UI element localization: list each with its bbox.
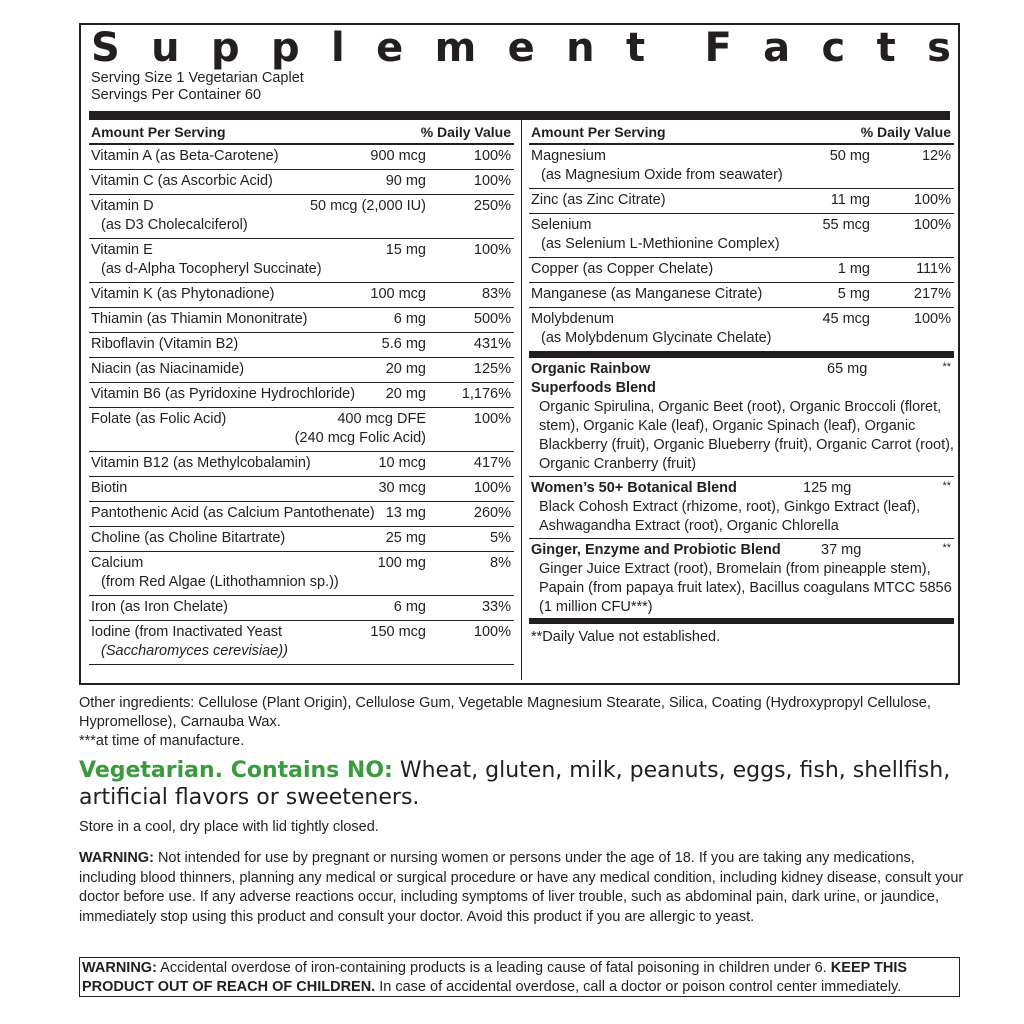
nutrient-name: Molybdenum — [531, 311, 615, 327]
general-warning — [79, 849, 969, 927]
nutrient-name: Zinc (as Zinc Citrate) — [531, 192, 666, 208]
title-letter: p — [271, 25, 300, 71]
nutrient-row — [89, 283, 514, 308]
title-letter: l — [331, 25, 345, 71]
blend-list — [529, 358, 954, 619]
nutrient-name: Iron (as Iron Chelate) — [91, 599, 229, 615]
serving-info — [91, 70, 304, 104]
nutrient-amount: 30 mcg — [378, 480, 426, 496]
iron-warning-label: WARNING: — [82, 960, 157, 976]
vegetarian-statement — [79, 757, 969, 811]
supplement-facts-panel — [79, 23, 960, 685]
nutrient-row — [529, 308, 954, 352]
nutrient-daily-value: 100% — [913, 217, 951, 233]
nutrient-name: Pantothenic Acid (as Calcium Pantothenate) — [91, 505, 375, 521]
blend-name: Organic Rainbow — [531, 361, 651, 377]
iron-warning-text-end: In case of accidental overdose, call a doctor or poison control center immediately. — [375, 979, 902, 995]
nutrient-daily-value: 1,176% — [461, 386, 511, 402]
nutrient-daily-value: 431% — [473, 336, 511, 352]
daily-value-footnote: **Daily Value not established. — [531, 629, 721, 645]
nutrient-amount: 50 mg — [829, 148, 870, 164]
nutrient-name: Riboflavin (Vitamin B2) — [91, 336, 239, 352]
nutrient-daily-value: 5% — [490, 530, 511, 546]
nutrient-amount: 20 mg — [385, 386, 426, 402]
nutrient-daily-value: 217% — [913, 286, 951, 302]
nutrient-name: Magnesium — [531, 148, 606, 164]
blend-ingredients: Organic Spirulina, Organic Beet (root), Organic Broccoli (floret, stem), Organic Kale (leaf), Organic Spinach (leaf), Organic Blackberry (fruit), Organic Blueberry (fruit), Organic Carrot (root), Organic Cranberry (fruit) — [539, 399, 954, 472]
nutrient-source: (as Molybdenum Glycinate Chelate) — [541, 330, 772, 346]
nutrient-row — [529, 214, 954, 258]
nutrient-name: Vitamin C (as Ascorbic Acid) — [91, 173, 273, 189]
nutrient-row — [89, 333, 514, 358]
nutrient-amount: 50 mcg (2,000 IU) — [309, 198, 426, 214]
nutrient-daily-value: 100% — [473, 480, 511, 496]
thick-divider — [89, 111, 950, 120]
nutrient-name: Calcium — [91, 555, 144, 571]
nutrient-row — [89, 358, 514, 383]
nutrient-daily-value: 8% — [490, 555, 511, 571]
servings-per-container: Servings Per Container 60 — [91, 87, 262, 103]
nutrient-daily-value: 100% — [913, 311, 951, 327]
blend-row — [529, 477, 954, 539]
nutrient-amount: 400 mcg DFE — [337, 411, 426, 427]
warning-text: Not intended for use by pregnant or nursing women or persons under the age of 18. If you are taking any medications, including blood thinners, planning any medical or surgical procedure or have any medical condition, including kidney disease, consult your doctor before use. If any adverse reactions occur, including symptoms of liver trouble, such as abdominal pain, dark urine, or jaundice, immediately stop using this product and consult your doctor. Avoid this product if you are allergic to yeast. — [79, 850, 964, 925]
title-letter: n — [566, 25, 595, 71]
iron-warning-box — [79, 957, 960, 997]
title-letter: a — [763, 25, 791, 71]
nutrient-row — [89, 621, 514, 665]
nutrient-amount: 55 mcg — [822, 217, 870, 233]
nutrient-row — [89, 239, 514, 283]
nutrient-amount: 20 mg — [385, 361, 426, 377]
nutrient-amount: 25 mg — [385, 530, 426, 546]
nutrient-source: (from Red Algae (Lithothamnion sp.)) — [101, 574, 339, 590]
nutrient-name: Selenium — [531, 217, 592, 233]
nutrient-amount: 150 mcg — [370, 624, 426, 640]
nutrient-row — [89, 452, 514, 477]
manufacture-note: ***at time of manufacture. — [79, 733, 245, 749]
daily-value-heading: % Daily Value — [420, 123, 511, 140]
nutrient-source: (as d-Alpha Tocopheryl Succinate) — [101, 261, 322, 277]
nutrient-amount: 13 mg — [385, 505, 426, 521]
left-column — [89, 120, 514, 665]
nutrient-daily-value: 100% — [473, 624, 511, 640]
iron-warning-text: Accidental overdose of iron-containing products is a leading cause of fatal poisoning in children under 6. — [156, 960, 831, 976]
title-letter: p — [211, 25, 240, 71]
nutrient-source: (as Selenium L-Methionine Complex) — [541, 236, 780, 252]
blend-row — [529, 539, 954, 619]
amount-per-serving-heading: Amount Per Serving — [91, 123, 226, 140]
nutrient-daily-value: 100% — [473, 148, 511, 164]
nutrient-source: (as D3 Cholecalciferol) — [101, 217, 248, 233]
nutrient-name: Vitamin B6 (as Pyridoxine Hydrochloride) — [91, 386, 356, 402]
other-ingredients-text: Other ingredients: Cellulose (Plant Origin), Cellulose Gum, Vegetable Magnesium Stearate, Silica, Coating (Hydroxypropyl Cellulose, Hypromellose), Carnauba Wax. — [79, 695, 931, 730]
right-header — [529, 120, 954, 145]
nutrient-row — [89, 408, 514, 452]
nutrient-daily-value: 260% — [473, 505, 511, 521]
nutrient-amount: 11 mg — [830, 192, 870, 208]
iron-warning-bold: KEEP THIS PRODUCT OUT OF REACH OF CHILDREN. — [82, 960, 908, 995]
nutrient-daily-value: 100% — [473, 411, 511, 427]
nutrient-name: Biotin — [91, 480, 128, 496]
left-nutrient-list — [89, 145, 514, 665]
nutrient-row — [529, 145, 954, 189]
nutrient-amount: 15 mg — [385, 242, 426, 258]
storage-instructions: Store in a cool, dry place with lid tightly closed. — [79, 819, 379, 835]
blend-daily-value: ** — [942, 480, 951, 492]
title-letter: s — [927, 25, 951, 71]
nutrient-source: (Saccharomyces cerevisiae)) — [101, 643, 288, 659]
column-divider — [521, 120, 522, 680]
nutrient-amount: 10 mcg — [378, 455, 426, 471]
nutrient-row — [89, 308, 514, 333]
nutrient-amount: 90 mg — [385, 173, 426, 189]
right-column — [529, 120, 954, 650]
nutrient-row — [529, 189, 954, 214]
blend-daily-value: ** — [942, 542, 951, 554]
nutrient-row — [89, 145, 514, 170]
nutrient-daily-value: 12% — [921, 148, 951, 164]
nutrient-source: (as Magnesium Oxide from seawater) — [541, 167, 783, 183]
nutrient-amount: 5 mg — [837, 286, 870, 302]
nutrient-name: Copper (as Copper Chelate) — [531, 261, 714, 277]
title-letter: u — [151, 25, 180, 71]
nutrient-amount: 6 mg — [393, 599, 426, 615]
blend-name-cont: Superfoods Blend — [531, 380, 656, 396]
panel-title — [91, 23, 951, 73]
nutrient-daily-value: 33% — [481, 599, 511, 615]
nutrient-daily-value: 250% — [473, 198, 511, 214]
serving-size: Serving Size 1 Vegetarian Caplet — [91, 70, 304, 86]
nutrient-row — [529, 258, 954, 283]
nutrient-name: Niacin (as Niacinamide) — [91, 361, 245, 377]
vegetarian-label: Vegetarian. Contains NO: — [79, 758, 393, 783]
blend-name: Women’s 50+ Botanical Blend — [531, 480, 737, 496]
nutrient-amount-detail: (240 mcg Folic Acid) — [294, 430, 426, 446]
nutrient-amount: 100 mg — [377, 555, 426, 571]
blend-amount: 125 mg — [803, 480, 852, 496]
nutrient-daily-value: 100% — [473, 242, 511, 258]
nutrient-name: Iodine (from Inactivated Yeast — [91, 624, 283, 640]
nutrient-amount: 45 mcg — [822, 311, 870, 327]
nutrient-name: Vitamin A (as Beta-Carotene) — [91, 148, 279, 164]
blend-ingredients: Ginger Juice Extract (root), Bromelain (from pineapple stem), Papain (from papaya fruit latex), Bacillus coagulans MTCC 5856 (1 million CFU***) — [539, 561, 952, 615]
blend-name: Ginger, Enzyme and Probiotic Blend — [531, 542, 781, 558]
title-letter: m — [434, 25, 477, 71]
other-ingredients — [79, 694, 969, 751]
title-letter: c — [821, 25, 846, 71]
nutrient-row — [89, 527, 514, 552]
nutrient-amount: 100 mcg — [370, 286, 426, 302]
title-letter: S — [91, 25, 120, 71]
blend-row — [529, 358, 954, 477]
blend-ingredients: Black Cohosh Extract (rhizome, root), Ginkgo Extract (leaf), Ashwagandha Extract (root), Organic Chlorella — [539, 499, 921, 534]
warning-label: WARNING: — [79, 850, 154, 866]
daily-value-heading: % Daily Value — [860, 123, 951, 140]
blend-amount: 37 mg — [821, 542, 862, 558]
nutrient-daily-value: 83% — [481, 286, 511, 302]
title-letter: F — [704, 25, 732, 71]
nutrient-name: Manganese (as Manganese Citrate) — [531, 286, 763, 302]
nutrient-amount: 1 mg — [837, 261, 870, 277]
nutrient-daily-value: 100% — [473, 173, 511, 189]
title-letter: t — [876, 25, 896, 71]
nutrient-name: Choline (as Choline Bitartrate) — [91, 530, 286, 546]
nutrient-amount: 900 mcg — [370, 148, 426, 164]
nutrient-name: Vitamin B12 (as Methylcobalamin) — [91, 455, 311, 471]
amount-per-serving-heading: Amount Per Serving — [531, 123, 666, 140]
vegetarian-text: Wheat, gluten, milk, peanuts, eggs, fish, shellfish, artificial flavors or sweeteners. — [79, 758, 951, 810]
nutrient-name: Thiamin (as Thiamin Mononitrate) — [91, 311, 308, 327]
nutrient-daily-value: 500% — [473, 311, 511, 327]
nutrient-row — [89, 170, 514, 195]
title-letter: t — [625, 25, 646, 71]
blend-amount: 65 mg — [827, 361, 868, 377]
right-nutrient-list — [529, 145, 954, 352]
title-letter: e — [507, 25, 535, 71]
nutrient-name: Vitamin K (as Phytonadione) — [91, 286, 275, 302]
nutrient-daily-value: 125% — [473, 361, 511, 377]
nutrient-daily-value: 417% — [473, 455, 511, 471]
nutrient-daily-value: 100% — [913, 192, 951, 208]
left-header — [89, 120, 514, 145]
blend-daily-value: ** — [942, 361, 951, 373]
nutrient-row — [89, 195, 514, 239]
title-letter: e — [376, 25, 404, 71]
nutrient-row — [89, 596, 514, 621]
nutrient-name: Vitamin D — [91, 198, 154, 214]
nutrient-name: Vitamin E — [91, 242, 153, 258]
nutrient-row — [89, 477, 514, 502]
nutrient-daily-value: 111% — [916, 261, 951, 277]
nutrient-row — [89, 502, 514, 527]
nutrient-row — [89, 383, 514, 408]
nutrient-row — [529, 283, 954, 308]
nutrient-amount: 5.6 mg — [381, 336, 426, 352]
nutrient-amount: 6 mg — [393, 311, 426, 327]
nutrient-name: Folate (as Folic Acid) — [91, 411, 227, 427]
nutrient-row — [89, 552, 514, 596]
